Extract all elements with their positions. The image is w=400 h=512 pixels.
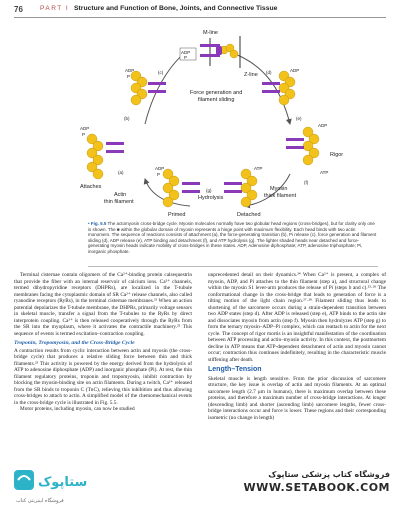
label-pi-bl: P [157,172,161,177]
watermark-persian: فروشگاه کتاب پزشکی ستاپوک [268,470,390,479]
label-step-a2: (a) [118,170,124,175]
left-paragraph-3: Motor proteins, including myosin, can now be studied [20,406,135,412]
label-force-gen: Force generation and [190,90,243,96]
label-step-e: (e) [296,116,302,121]
caption-text: The actomyosin cross-bridge cycle. Myosin molecules normally have two globular head regions (cross-bridges), but for clarity only one is shown. The ■ within the globular domain of myosin represents a hinge point with maximum flexibility. Each head binds with two actin monomers. The sequence of reactions consists of attachment (a), the force-generating transition (b), Pi release (c), force generation and filament sliding (d), ADP release (e), ATP binding and detachment (f), and ATP hydrolysis (g). The lighter shaded heads near detached and force-generating myosin heads indicate mobility of cross-bridges in these states. ADP, Adenosine diphosphate; ATP, adenosine triphosphate; Pi, inorganic phosphate. [88,221,377,254]
section-heading-troponin: Troponin, Tropomyosin, and the Cross-Bridge Cycle [14,340,135,346]
header-rule [14,17,386,18]
label-adp-ul: ADP [125,68,135,73]
left-column [14,272,192,413]
label-myosin: Myosin [270,186,288,192]
label-primed: Primed [168,212,186,218]
right-paragraph-2: Skeletal muscle is length sensitive. From the prior discussion of sarcomere structure, the key issue is overlap of actin and myosin filaments. At an optimal sarcomere length (2.7 μm in humans), there is maximum overlap between these proteins, and therefore a maximum number of cross-bridge interactions. At longer (descending limb) and shorter (ascending limb) sarcomere lengths, fewer cross-bridge interactions occur and force is lower. These regions and their corresponding isometric (no change in length) [208,375,386,421]
label-pi-l: P [82,132,86,137]
section-heading-length-tension: Length–Tension [208,366,262,373]
label-step-f: (f) [304,180,309,185]
label-actin: Actin [114,192,127,198]
label-atp-r: ATP [320,170,329,175]
label-mline: M-line [203,30,218,36]
figure-label: • Fig. 5.5 [88,221,107,226]
left-paragraph-1: Terminal cisternae contain oligomers of the Ca²⁺-binding protein calsequestrin that provide the fiber with an internal reservoir of calcium ions. Ca²⁺ channels, termed dihydropyridine receptors (DHPRs), are localized in the T-tubule membranes facing the cytoplasmic domain of SR Ca²⁺ release channels, also called ryanodine receptors (RyRs), in the terminal cisternae membranes.²¹ When an action potential depolarizes the T-tubule membrane, the DHPRs, primarily voltage sensors in skeletal muscle, transfer a signal from the T-tubules to the RyRs by direct interprotein coupling. Ca²⁺ is then released cooperatively through the RyRs from the SR into the myoplasm, where it activates the contractile machinery.²² This sequence of events is termed excitation–contraction coupling. [14,272,192,337]
label-thick: thick filament [264,193,297,199]
figure-caption [88,221,378,255]
label-step-d: (d) [266,70,272,75]
page-number: 76 [14,5,23,14]
part-title: Structure and Function of Bone, Joints, and Connective Tissue [74,5,278,12]
label-adp-r: ADP [318,123,328,128]
label-rigor: Rigor [330,152,344,158]
label-adp-bl: ADP [155,166,165,171]
top-sarcomere [200,36,240,68]
cross-bridge-cycle-figure [40,24,380,220]
label-force-gen2: filament sliding [198,97,235,103]
primed-group [163,169,200,207]
label-adp-top: ADP [181,50,191,55]
watermark-url[interactable]: WWW.SETABOOK.COM [243,481,390,494]
label-atp-br: ATP [254,166,263,171]
label-hydrolysis: Hydrolysis [198,195,224,201]
force-generation-left [131,71,166,105]
page-header [0,0,400,22]
label-step-b: (b) [124,116,130,121]
left-paragraph-2: A contraction results from cyclic interaction between actin and myosin (the cross-bridge cycle) that produces a relative sliding force between thin and thick filaments.²³ This activity is powered by the energy derived from the hydrolysis of ATP to adenosine diphosphate (ADP) and inorganic phosphate (Pi). At rest, the thin filament regulatory proteins, troponin and tropomyosin, inhibit contraction by blocking the myosin-binding site on actin filaments. During a twitch, Ca²⁺ released from the SR binds to troponin C (TnC), relieving this inhibition and thus allowing cross-bridges to attach to actin. A simplified model of the chemomechanical events in the cross-bridge cycle is illustrated in Fig. 5.5. [14,347,192,406]
rigor-group [286,127,319,165]
right-paragraph-1: unprecedented detail on their dynamics.²⁴ When Ca²⁺ is present, a complex of myosin, ADP, and Pi attaches to the thin filament (step a), and structural change within the myosin S1 lever-arm produces the release of Pi (steps b and c).²⁵·²⁶ The conformational change in the cross-bridge that leads to generation of force is a tilting motion of the light chain region.²⁷·²⁸ Filament sliding thus leads to shortening of the sarcomere occurs during a strain-dependent transition between two ADP states (step d). After ADP is released (step e), ATP binds to the actin site and dissociates myosin from actin (step f). Myosin then hydrolyzes ATP (step g) to form the ternary myosin–ADP–Pi complex, which can reattach to actin for the next cycle. The concept of rigor mortis is an insightful manifestation of the coordination between ATP processing and actin–myosin activity. In this context, the postmortem decline in ATP means that ATP-dependent detachment of actin and myosin cannot occur; contraction thus continues indefinitely, resulting in the characteristic muscle stiffening after death. [208,272,386,363]
logo-text: ستاپوک [38,475,88,490]
label-zline: Z-line [244,72,258,78]
label-detached: Detached [237,212,261,218]
part-label: PART I [40,5,70,12]
label-step-a: (c) [158,70,164,75]
label-thin: thin filament [104,199,134,205]
label-adp-ur: ADP [290,68,300,73]
caption-rule [88,266,378,267]
detached-group [224,169,257,207]
label-adp-l: ADP [80,126,90,131]
label-attaches: Attaches [80,184,102,190]
right-column [208,272,386,421]
label-pi-ul: P [127,74,131,79]
label-pi-top: P [184,55,188,60]
setabook-logo [8,464,88,510]
watermark [244,470,390,494]
logo-subtext: فروشگاه اینترنتی کتاب [16,498,64,504]
label-step-g: (g) [206,188,212,193]
